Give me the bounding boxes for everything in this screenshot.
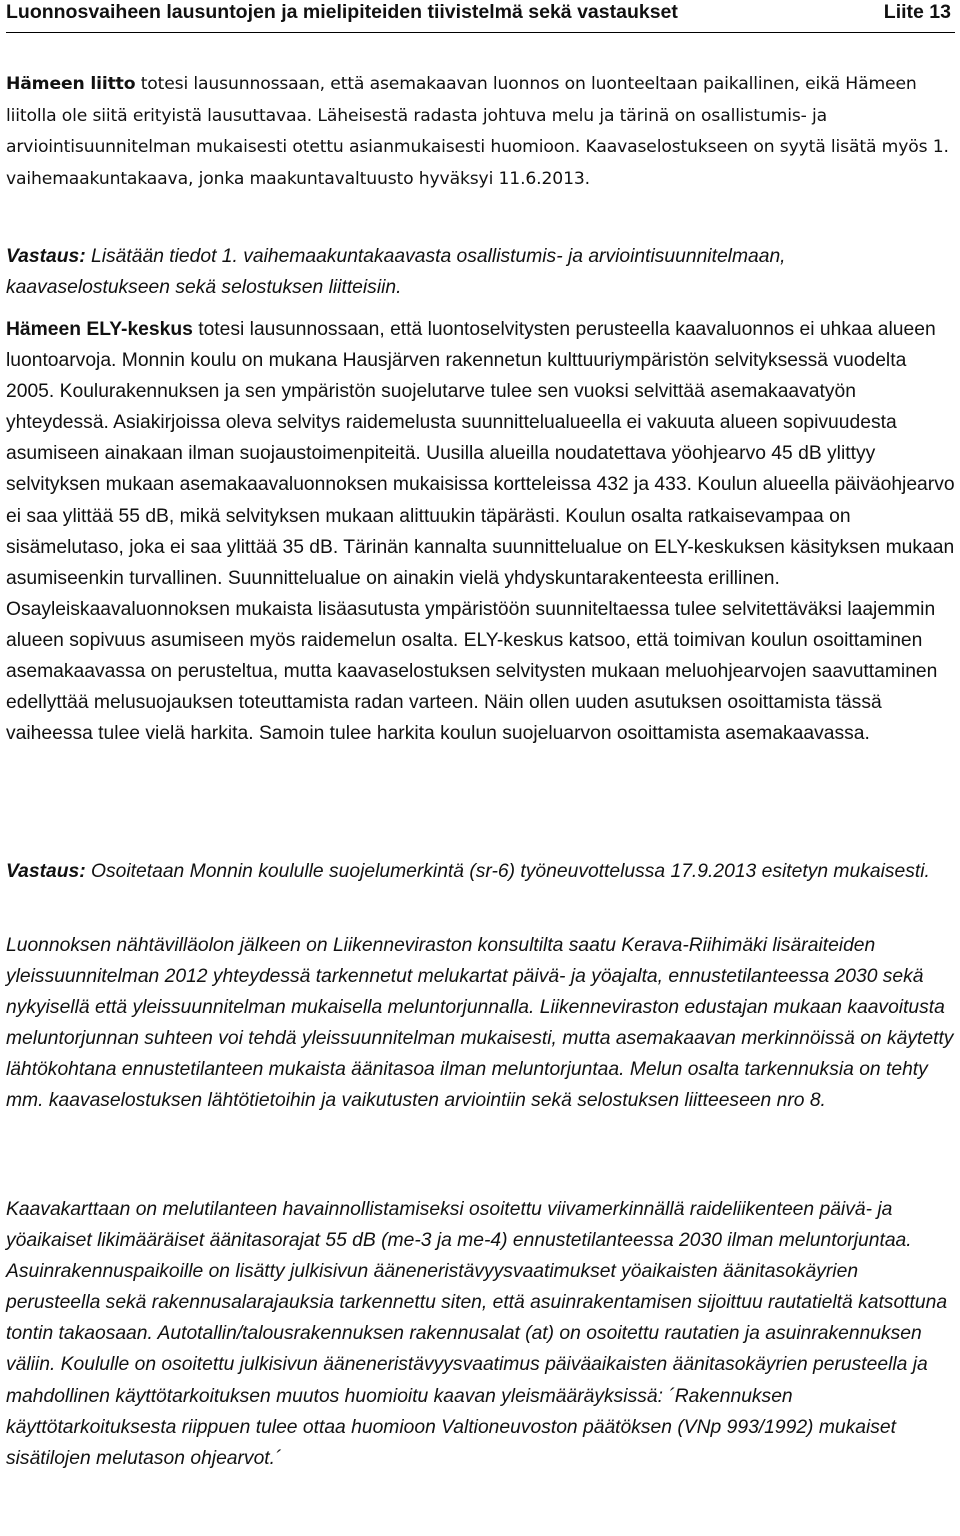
page-header [6, 0, 955, 33]
organization-name: Hämeen ELY-keskus [6, 319, 193, 340]
answer-hameen-liitto [6, 241, 954, 303]
statement-ely-keskus [6, 314, 956, 749]
note-plan-map-markings: Kaavakarttaan on melutilanteen havainnollistamiseksi osoitettu viivamerkinnällä raideliikenteen päivä- ja yöaikaiset likimääräiset äänitasorajat 55 dB (me-3 ja me-4) ennustetilanteessa 2030 ilman meluntorjuntaa. Asuinrakennuspaikoille on lisätty julkisivun ääneneristävyysvaatimukset yöaikaisten äänitasokäyrien perusteella sekä rakennusalarajauksia tarkennettu siten, että asuinrakentamisen sijoittuu rautatieltä katsottuna tontin takaosaan. Autotallin/talousrakennuksen rakennusalat (at) on osoitettu rautatien ja asuinrakennuksen väliin. Koululle on osoitettu julkisivun ääneneristävyysvaatimus päiväaikaisten äänitasokäyrien perusteella ja mahdollinen käyttötarkoituksen muutos huomioitu kaavan yleismääräyksissä: ´Rakennuksen käyttötarkoituksesta riippuen tulee ottaa huomioon Valtioneuvoston päätöksen (VNp 993/1992) mukaiset sisätilojen melutason ohjearvot.´ [6, 1199, 948, 1469]
appendix-label: Liite 13 [883, 1, 951, 23]
answer-text: Lisätään tiedot 1. vaihemaakuntakaavasta osallistumis- ja arviointisuunnitelmaan, kaavaselostukseen sekä selostuksen liitteisiin. [6, 246, 786, 299]
answer-text: Osoitetaan Monnin koululle suojelumerkintä (sr-6) työneuvottelussa 17.9.2013 esitetyn mukaisesti. [85, 861, 930, 882]
statement-hameen-liitto [6, 69, 954, 195]
answer-label: Vastaus: [6, 861, 86, 882]
answer-label: Vastaus: [6, 246, 86, 267]
note-noise-maps: Luonnoksen nähtävilläolon jälkeen on Liikenneviraston konsultilta saatu Kerava-Riihimäki lisäraiteiden yleissuunnitelman 2012 yhteydessä tarkennetut melukartat päivä- ja yöajalta, ennustetilanteessa 2030 sekä nykyisellä että yleissuunnitelman mukaisella meluntorjunnalla. Liikenneviraston edustajan mukaan kaavoitusta meluntorjunnan suhteen voi tehdä yleissuunnitelman mukaisesti, mutta asemakaavan merkinnöissä on käytetty lähtökohtana ennustetilanteen mukaista äänitasoa ilman meluntorjuntaa. Melun osalta tarkennuksia on tehty mm. kaavaselostuksen lähtötietoihin ja vaikutusten arviointiin sekä selostuksen liitteeseen nro 8. [6, 935, 954, 1112]
answer-ely-keskus [6, 856, 954, 887]
statement-text: totesi lausunnossaan, että luontoselvitysten perusteella kaavaluonnos ei uhkaa alueen luontoarvoja. Monnin koulu on mukana Hausjärven rakennetun kulttuuriympäristön selvityksessä vuodelta 2005. Koulurakennuksen ja sen ympäristön suojelutarve tulee sen vuoksi selvittää asemakaavatyön yhteydessä. Asiakirjoissa oleva selvitys raidemelusta suunnittelualueella ei vakuuta alueen sopivuudesta asumiseen ainakaan ilman suojaustoimenpiteitä. Uusilla alueilla noudatettava yöohjearvo 45 dB ylittyy selvityksen mukaan asemakaavaluonnoksen mukaisissa kortteleissa 432 ja 433. Koulun alueella päiväohjearvo ei saa ylittää 55 dB, mikä selvityksen mukaan alittuukin täpärästi. Koulun osalta ratkaisevampaa on sisämelutaso, joka ei saa ylittää 35 dB. Tärinän kannalta suunnittelualue on ELY-keskuksen käsityksen mukaan asumiseenkin turvallinen. Suunnittelualue on ainakin vielä yhdyskuntarakenteesta erillinen. Osayleiskaavaluonnoksen mukaista lisäasutusta ympäristöön suunniteltaessa tulee selvitettäväksi laajemmin alueen sopivuus asumiseen myös raidemelun osalta. ELY-keskus katsoo, että toimivan koulun osoittaminen asemakaavassa on perusteltua, mutta kaavaselostuksen selvitysten mukaan meluohjearvojen saavuttaminen edellyttää melusuojauksen toteuttamista radan varteen. Näin ollen uuden asutuksen osoittamista tässä vaiheessa tulee vielä harkita. Samoin tulee harkita koulun suojeluarvon osoittamista asemakaavassa. [6, 319, 955, 745]
organization-name: Hämeen liitto [6, 74, 136, 94]
statement-text: totesi lausunnossaan, että asemakaavan luonnos on luonteeltaan paikallinen, eikä Hämeen liitolla ole siitä erityistä lausuttavaa. Läheisestä radasta johtuva melu ja tärinä on osallistumis- ja arviointisuunnitelman mukaisesti otettu asianmukaisesti huomioon. Kaavaselostukseen on syytä lisätä myös 1. vaihemaakuntakaava, jonka maakuntavaltuusto hyväksyi 11.6.2013. [6, 74, 949, 189]
document-title: Luonnosvaiheen lausuntojen ja mielipiteiden tiivistelmä sekä vastaukset [6, 1, 678, 23]
